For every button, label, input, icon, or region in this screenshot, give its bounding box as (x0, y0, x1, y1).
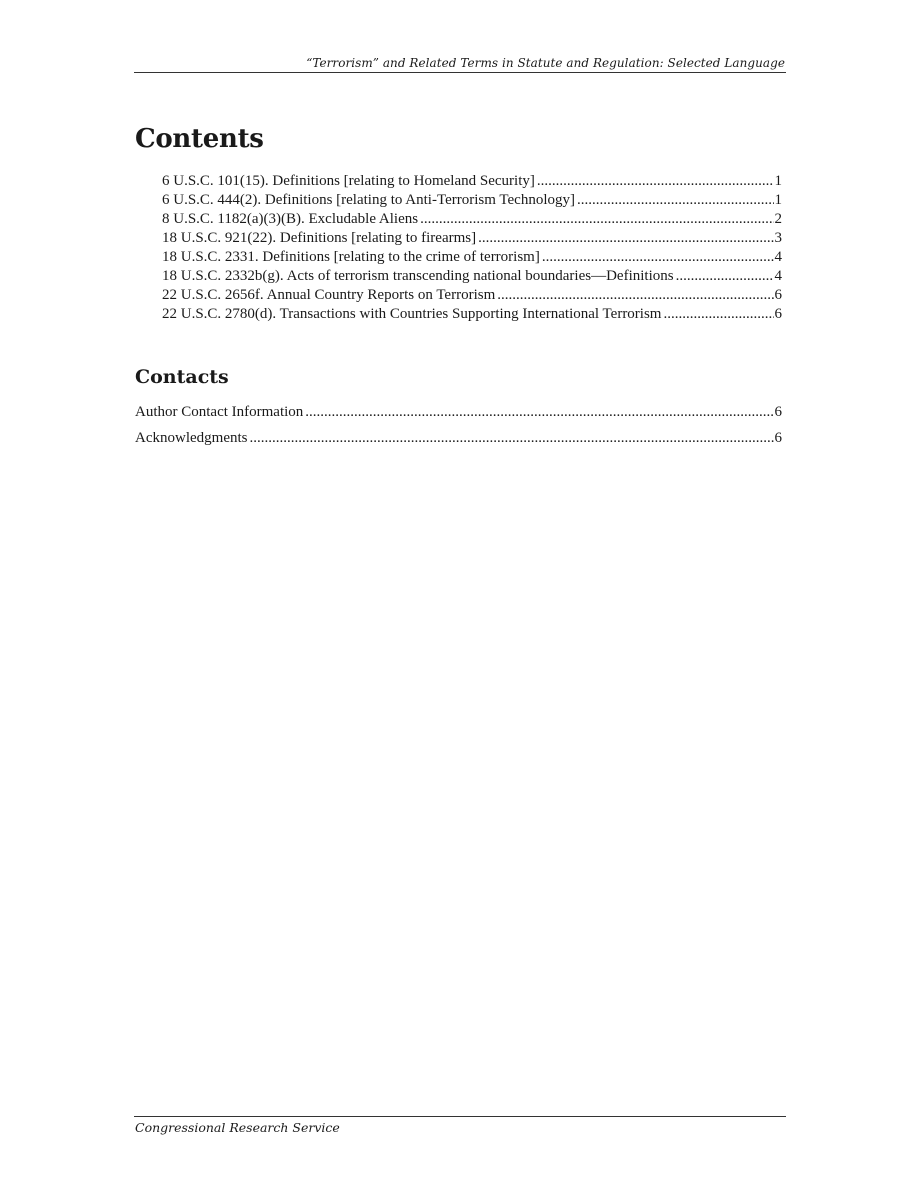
contacts-entry-page: 6 (774, 404, 782, 420)
toc-entry-label: 18 U.S.C. 2331. Definitions [relating to the crime of terrorism] (162, 249, 540, 265)
dot-leader (420, 211, 773, 228)
dot-leader (249, 430, 773, 447)
running-footer: Congressional Research Service (135, 1120, 340, 1135)
header-divider (134, 72, 786, 73)
toc-entry-label: 22 U.S.C. 2780(d). Transactions with Countries Supporting International Terrorism (162, 306, 662, 322)
toc-entry-page: 6 (774, 287, 782, 303)
toc-entry[interactable] (162, 192, 782, 211)
toc-entry-page: 6 (774, 306, 782, 322)
toc-entry-label: 18 U.S.C. 921(22). Definitions [relating to firearms] (162, 230, 477, 246)
contacts-entry[interactable] (135, 404, 782, 430)
toc-entry-label: 6 U.S.C. 101(15). Definitions [relating to Homeland Security] (162, 173, 535, 189)
dot-leader (676, 268, 774, 285)
contacts-entry-label: Acknowledgments (135, 430, 248, 446)
toc-entry[interactable] (162, 306, 782, 325)
toc-entry-page: 4 (774, 249, 782, 265)
toc-entry-label: 8 U.S.C. 1182(a)(3)(B). Excludable Aliens (162, 211, 419, 227)
toc-entry[interactable] (162, 211, 782, 230)
dot-leader (497, 287, 773, 304)
footer-divider (134, 1116, 786, 1117)
toc-entry[interactable] (162, 287, 782, 306)
contacts-list (135, 404, 782, 456)
contacts-entry-page: 6 (774, 430, 782, 446)
contents-heading: Contents (135, 124, 264, 154)
toc-entry-label: 22 U.S.C. 2656f. Annual Country Reports on Terrorism (162, 287, 496, 303)
toc-entry-page: 1 (774, 192, 782, 208)
toc-entry-label: 6 U.S.C. 444(2). Definitions [relating to Anti-Terrorism Technology] (162, 192, 575, 208)
toc-entry[interactable] (162, 268, 782, 287)
dot-leader (663, 306, 773, 323)
contacts-heading: Contacts (135, 366, 229, 388)
dot-leader (537, 173, 774, 190)
toc-entry-page: 3 (774, 230, 782, 246)
dot-leader (478, 230, 773, 247)
toc-entry-page: 4 (774, 268, 782, 284)
contents-list (162, 173, 782, 325)
contacts-entry[interactable] (135, 430, 782, 456)
toc-entry-page: 2 (774, 211, 782, 227)
dot-leader (305, 404, 773, 421)
running-header: “Terrorism” and Related Terms in Statute and Regulation: Selected Language (306, 56, 785, 70)
toc-entry-label: 18 U.S.C. 2332b(g). Acts of terrorism transcending national boundaries—Definitions (162, 268, 674, 284)
dot-leader (542, 249, 774, 266)
toc-entry[interactable] (162, 230, 782, 249)
dot-leader (577, 192, 774, 209)
toc-entry-page: 1 (774, 173, 782, 189)
toc-entry[interactable] (162, 173, 782, 192)
contacts-entry-label: Author Contact Information (135, 404, 304, 420)
toc-entry[interactable] (162, 249, 782, 268)
